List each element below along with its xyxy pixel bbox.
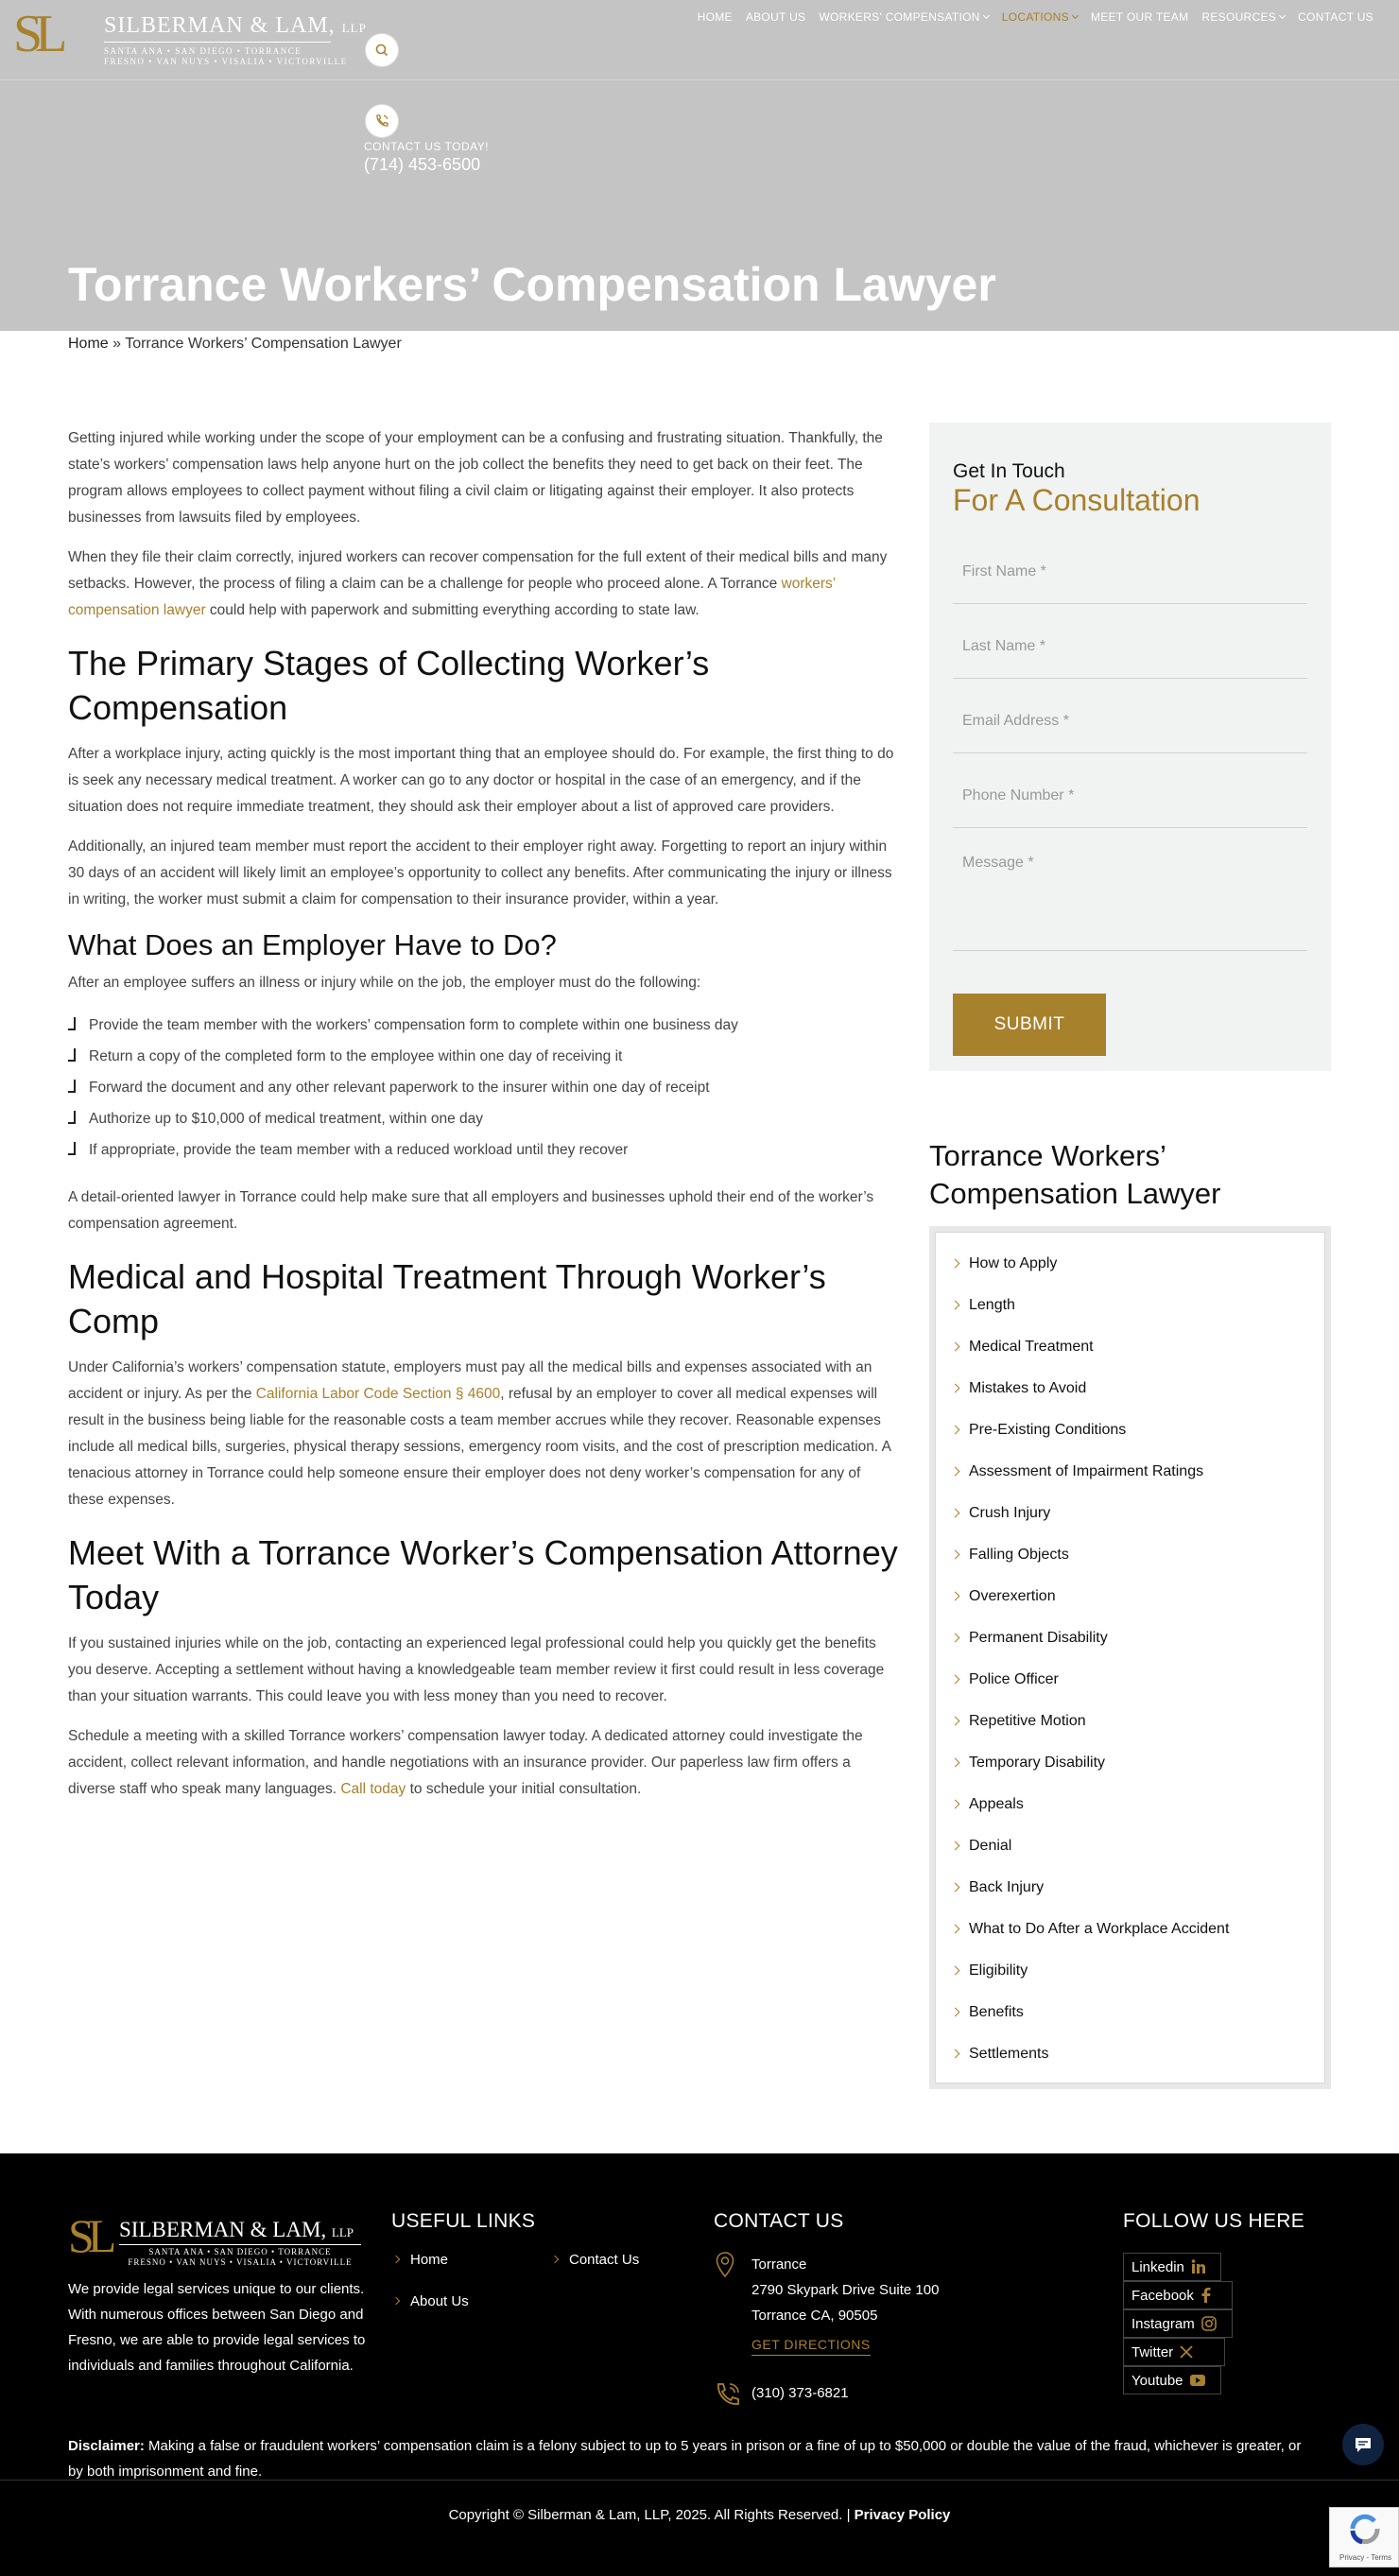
recaptcha-icon [1330,2508,1399,2551]
nav-item-locations[interactable]: LOCATIONS [995,10,1084,24]
footer-logo[interactable] [68,2210,371,2267]
bullet-icon [68,1048,76,1062]
paragraph: Additionally, an injured team member must report the accident to their employer right away. Forgetting to report an injury within 30 days of an accident will likely limit an employee’s opportunity to collect any benefits. After communicating the injury or illness in writing, the worker must submit a claim for compensation to their insurance provider, within a year. [68,838,892,908]
last-name-field[interactable]: Last Name * [953,604,1307,679]
footer-address: Torrance 2790 Skypark Drive Suite 100 Torrance CA, 90505 [751,2256,940,2324]
chevron-right-icon [951,2008,960,2017]
labor-code-link[interactable]: California Labor Code Section § 4600 [255,1386,501,1402]
form-heading-big: For A Consultation [953,483,1200,517]
main-nav [691,10,1380,24]
contact-today-label: CONTACT US TODAY! [364,140,490,153]
paragraph: After a workplace injury, acting quickly is the most important thing that an employee should do. For example, the first thing to do is seek any necessary medical treatment. A worker can go to any doctor or hospital in the case of an emergency, and if the situation does not require immediate treatment, they should ask their employer about a list of approved care providers. [68,746,894,815]
chat-widget-button[interactable] [1342,2424,1384,2465]
bullet-icon [68,1017,76,1030]
social-link-facebook[interactable]: Facebook [1123,2281,1233,2309]
site-logo[interactable] [13,5,367,66]
footer-link-home[interactable]: Home [391,2252,448,2268]
bullet-icon [68,1080,76,1093]
chevron-right-icon [951,1966,960,1976]
paragraph: Getting injured while working under the scope of your employment can be a confusing and frustrating situation. Thankfully, the state’s workers’ compensation laws help anyone hurt on the job collect the benefits they need to get back on their feet. The program allows employees to collect payment without filing a civil claim or litigating against their employer. It also protects businesses from lawsuits filed by employees. [68,430,883,526]
sidebar-item-how-to-apply[interactable]: How to Apply [948,1243,1312,1285]
list-item: Provide the team member with the workers’ compensation form to complete within one business day [68,1010,900,1041]
header-phone-number[interactable]: (714) 453-6500 [364,155,481,174]
sidebar-item-settlements[interactable]: Settlements [948,2033,1312,2075]
footer-logo-monogram: SL [68,2209,111,2262]
sidebar-item-police-officer[interactable]: Police Officer [948,1659,1312,1701]
chevron-right-icon [951,1342,960,1352]
sidebar-title: Torrance Workers’ Compensation Lawyer [929,1139,1221,1210]
chevron-right-icon [951,1675,960,1685]
list-item: If appropriate, provide the team member with a reduced workload until they recover [68,1134,900,1166]
sidebar-item-overexertion[interactable]: Overexertion [948,1576,1312,1617]
logo-rule [104,42,331,43]
paragraph: Under California’s workers’ compensation statute, employers must pay all the medical bills and expenses associated with an accident or injury. As per the California Labor Code Section § 4600, refusal by an employer to cover all medical expenses will result in the business being liable for the reasonable costs a team member accrues while they recover. Reasonable expenses include all medical bills, surgeries, physical therapy sessions, emergency room visits, and the cost of prescription medication. A tenacious attorney in Torrance could help someone ensure their employer does not deny worker’s compensation for any of these expenses. [68,1359,891,1508]
chevron-right-icon [392,2297,400,2305]
sidebar-item-back-injury[interactable]: Back Injury [948,1867,1312,1909]
follow-us-heading: FOLLOW US HERE [1123,2210,1305,2232]
heading-primary-stages: The Primary Stages of Collecting Worker’s Compensation [68,644,710,727]
social-link-instagram[interactable]: Instagram [1123,2309,1233,2338]
sidebar-item-pre-existing-conditions[interactable]: Pre-Existing Conditions [948,1409,1312,1451]
phone-field[interactable]: Phone Number * [953,753,1307,828]
breadcrumb [68,336,402,353]
footer-logo-cities: SANTA ANA • SAN DIEGO • TORRANCE FRESNO • VAN NUYS • VISALIA • VICTORVILLE [128,2247,353,2267]
logo-monogram: SL [13,5,60,63]
contact-us-heading: CONTACT US [714,2210,844,2232]
submit-button[interactable]: SUBMIT [953,994,1106,1056]
chevron-right-icon [951,1467,960,1477]
breadcrumb-separator: » [112,336,122,352]
sidebar-item-length[interactable]: Length [948,1285,1312,1326]
breadcrumb-current: Torrance Workers’ Compensation Lawyer [125,336,402,352]
employer-duties-list [68,1010,900,1166]
recaptcha-badge[interactable] [1329,2507,1399,2567]
twitter-icon [1179,2344,1194,2360]
chevron-right-icon [951,2049,960,2059]
footer-logo-rule [119,2244,361,2245]
paragraph: Schedule a meeting with a skilled Torrance workers’ compensation lawyer today. A dedicated attorney could investigate the accident, collect relevant information, and handle negotiations with an insurance provider. Our paperless law firm offers a diverse staff who speak many languages. Call today to schedule your initial consultation. [68,1728,863,1797]
chevron-right-icon [951,1301,960,1310]
phone-icon [714,2380,742,2409]
paragraph: When they file their claim correctly, injured workers can recover compensation for the full extent of their medical bills and many setbacks. However, the process of filing a claim can be a challenge for people who proceed alone. A Torrance workers’ compensation lawyer could help with paperwork and submitting everything according to state law. [68,549,888,618]
nav-item-resources[interactable]: RESOURCES [1195,10,1291,24]
chevron-right-icon [951,1634,960,1643]
sidebar-item-repetitive-motion[interactable]: Repetitive Motion [948,1701,1312,1742]
sidebar-item-assessment-of-impairment-ratings[interactable]: Assessment of Impairment Ratings [948,1451,1312,1493]
hero-banner [0,0,1399,331]
chevron-right-icon [951,1426,960,1435]
social-link-linkedin[interactable]: Linkedin [1123,2253,1221,2281]
social-link-youtube[interactable]: Youtube [1123,2366,1221,2394]
header-divider [0,79,1399,80]
nav-item-meet-our-team[interactable]: MEET OUR TEAM [1090,10,1189,24]
recaptcha-terms: Privacy - Terms [1339,2553,1391,2562]
chevron-right-icon [951,1717,960,1726]
chevron-right-icon [951,1883,960,1893]
search-icon [374,43,389,58]
copyright-text: Copyright © Silberman & Lam, LLP, 2025. All Rights Reserved. | Privacy Policy [448,2507,951,2523]
privacy-policy-link[interactable]: Privacy Policy [854,2507,951,2523]
logo-cities: SANTA ANA • SAN DIEGO • TORRANCE FRESNO • VAN NUYS • VISALIA • VICTORVILLE [104,46,348,66]
chevron-right-icon [392,2256,400,2263]
useful-links-heading: USEFUL LINKS [391,2210,536,2232]
nav-item-workers-compensation[interactable]: WORKERS' COMPENSATION [812,10,994,24]
chevron-right-icon [951,1925,960,1934]
list-item: Return a copy of the completed form to the employee within one day of receiving it [68,1041,900,1072]
footer-phone-number[interactable]: (310) 373-6821 [751,2385,849,2401]
map-pin-icon [716,2252,734,2278]
sidebar-item-appeals[interactable]: Appeals [948,1784,1312,1825]
bullet-icon [68,1111,76,1124]
site-footer [0,2153,1399,2576]
chevron-right-icon [951,1841,960,1851]
breadcrumb-home-link[interactable]: Home [68,336,109,352]
logo-firm-name: SILBERMAN & LAM, LLP [104,13,367,38]
search-button[interactable] [365,33,399,67]
instagram-icon [1200,2315,1218,2332]
heading-medical-treatment: Medical and Hospital Treatment Through Worker’s Comp [68,1257,826,1340]
paragraph: If you sustained injuries while on the job, contacting an experienced legal professional could help you quickly get the benefits you deserve. Accepting a settlement without having a knowledgeable team member review it first could result in less coverage than your situation warrants. This could leave you with less money than you need to recover. [68,1635,885,1704]
email-field[interactable]: Email Address * [953,679,1307,753]
phone-button[interactable] [365,104,399,138]
footer-link-contact[interactable]: Contact Us [550,2252,639,2268]
chevron-right-icon [951,1384,960,1393]
list-item: Authorize up to $10,000 of medical treatment, within one day [68,1103,900,1134]
chevron-down-icon [983,12,990,19]
chevron-right-icon [951,1800,960,1809]
facebook-icon [1200,2287,1213,2304]
consultation-form [929,423,1331,1071]
chevron-right-icon [951,1592,960,1601]
list-item: Forward the document and any other relevant paperwork to the insurer within one day of receipt [68,1072,900,1103]
sidebar-item-temporary-disability[interactable]: Temporary Disability [948,1742,1312,1784]
sidebar-item-mistakes-to-avoid[interactable]: Mistakes to Avoid [948,1368,1312,1409]
call-today-link[interactable]: Call today [340,1781,406,1797]
paragraph: A detail-oriented lawyer in Torrance could help make sure that all employers and businesses uphold their end of the worker’s compensation agreement. [68,1189,874,1232]
chevron-right-icon [951,1550,960,1560]
chevron-right-icon [951,1259,960,1269]
chat-icon [1353,2434,1373,2455]
heading-employer-duties: What Does an Employer Have to Do? [68,928,557,961]
linkedin-icon [1190,2258,1207,2275]
form-heading-small: Get In Touch [953,460,1065,482]
sidebar-item-permanent-disability[interactable]: Permanent Disability [948,1617,1312,1659]
sidebar-item-benefits[interactable]: Benefits [948,1992,1312,2033]
sidebar-item-denial[interactable]: Denial [948,1825,1312,1867]
footer-disclaimer: Disclaimer: Making a false or fraudulent workers’ compensation claim is a felony subject to up to 5 years in prison or a fine of up to $50,000 or double the value of the fraud, whichever is greater, or by both imprisonment and fine. [68,2438,1302,2480]
sidebar-item-falling-objects[interactable]: Falling Objects [948,1534,1312,1576]
footer-about-text: We provide legal services unique to our clients. With numerous offices between San Diego and Fresno, we are able to provide legal services to individuals and families throughout California. [68,2281,366,2374]
nav-item-home[interactable]: HOME [697,10,733,24]
chevron-down-icon [1279,12,1286,19]
chevron-down-icon [1072,12,1079,19]
get-directions-link[interactable]: GET DIRECTIONS [751,2337,871,2356]
footer-logo-firm-name: SILBERMAN & LAM, LLP [119,2218,354,2241]
sidebar-item-what-to-do-after-a-workplace-accident[interactable]: What to Do After a Workplace Accident [948,1909,1312,1950]
youtube-icon [1189,2374,1206,2387]
social-link-twitter[interactable]: Twitter [1123,2338,1225,2366]
nav-item-about-us[interactable]: ABOUT US [745,10,806,24]
chevron-right-icon [551,2256,559,2263]
sidebar-item-crush-injury[interactable]: Crush Injury [948,1493,1312,1534]
sidebar-link-list [929,1226,1331,2089]
sidebar-item-eligibility[interactable]: Eligibility [948,1950,1312,1992]
heading-meet-attorney: Meet With a Torrance Worker’s Compensation Attorney Today [68,1533,898,1616]
nav-item-contact-us[interactable]: CONTACT US [1298,10,1373,24]
first-name-field[interactable]: First Name * [953,529,1307,604]
workers-comp-lawyer-link[interactable]: workers’ compensation lawyer [68,576,836,618]
sidebar-item-medical-treatment[interactable]: Medical Treatment [948,1326,1312,1368]
bullet-icon [68,1142,76,1155]
copyright-bar [0,2480,1399,2576]
paragraph: After an employee suffers an illness or injury while on the job, the employer must do the following: [68,975,701,991]
message-field[interactable]: Message * [953,828,1307,951]
article-content [68,425,900,1816]
footer-link-about[interactable]: About Us [391,2293,469,2309]
chevron-right-icon [951,1758,960,1768]
page-title: Torrance Workers’ Compensation Lawyer [68,258,996,311]
phone-icon [373,112,390,130]
chevron-right-icon [951,1509,960,1518]
